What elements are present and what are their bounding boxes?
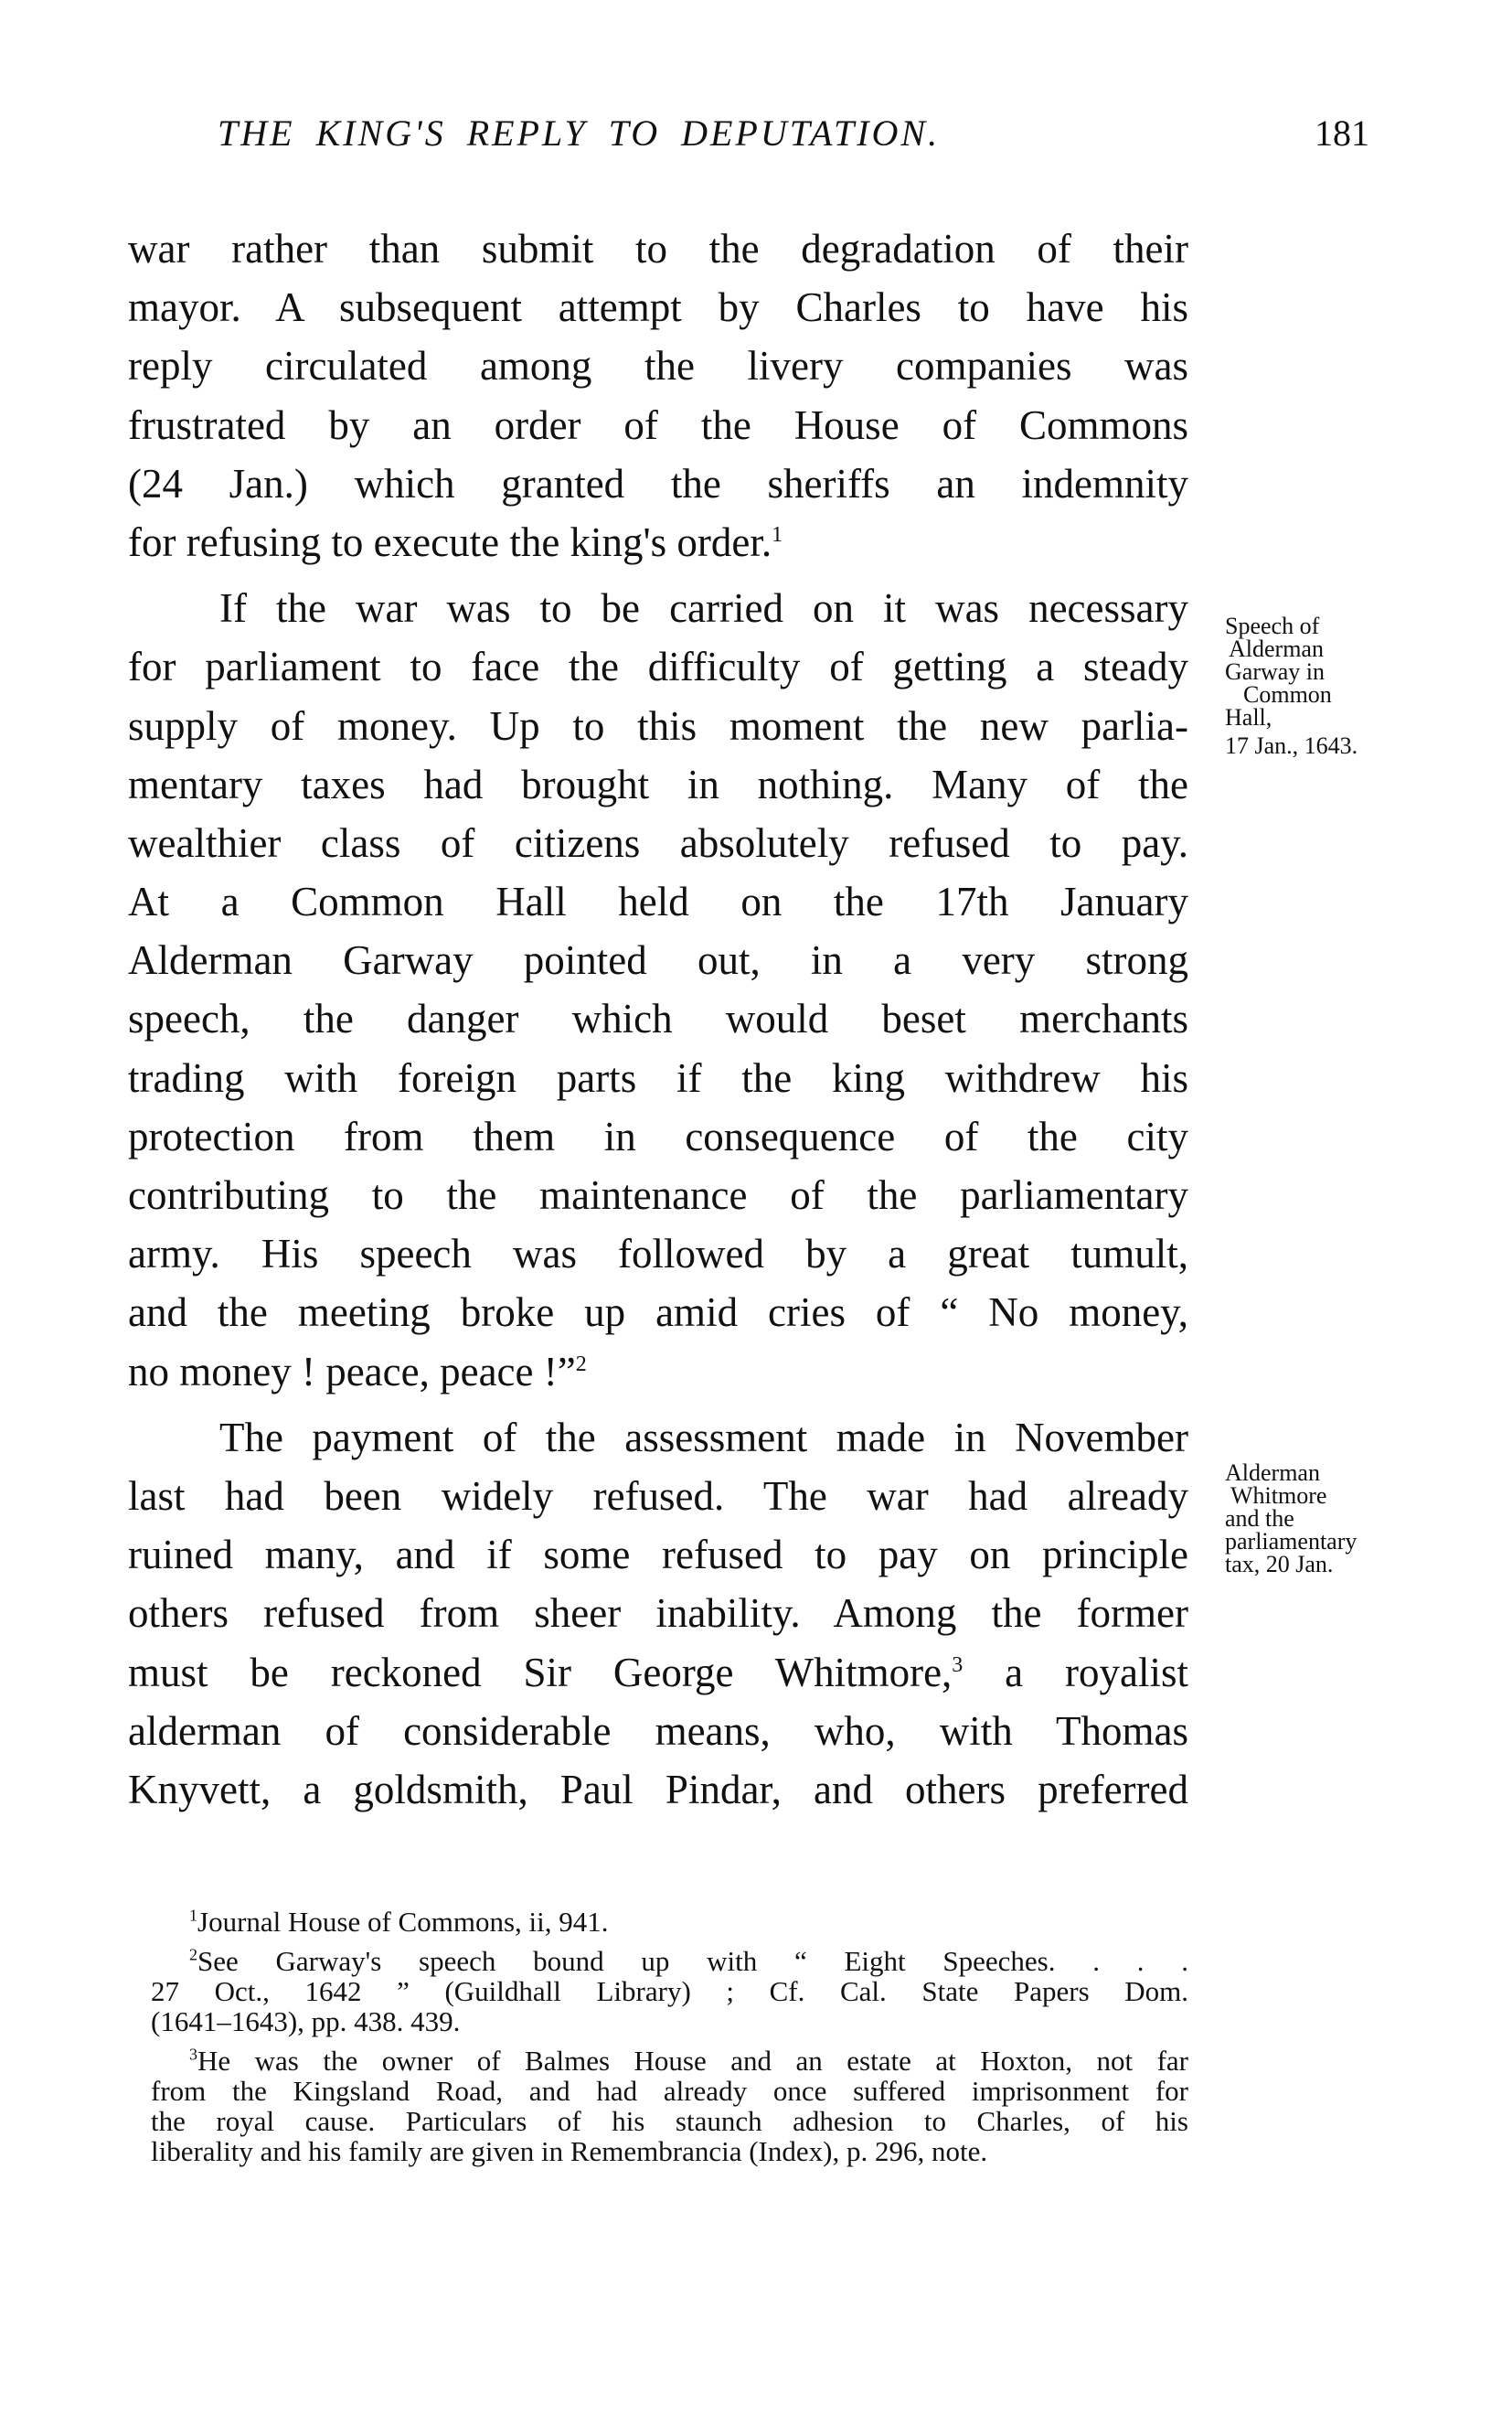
footnote-ref[interactable]: 1 xyxy=(772,522,783,547)
footnote-ref[interactable]: 3 xyxy=(952,1652,964,1677)
text-line: Knyvett, a goldsmith, Paul Pindar, and others preferred xyxy=(128,1766,1188,1812)
margin-note-line: Alderman xyxy=(1229,636,1324,662)
text-line: At a Common Hall held on the 17th January xyxy=(128,879,1188,925)
text-line: speech, the danger which would beset merchants xyxy=(128,996,1188,1042)
paragraph xyxy=(128,579,1188,1401)
text-line: The payment of the assessment made in November xyxy=(219,1414,1188,1460)
body-text xyxy=(128,219,1188,1819)
margin-note-line: Whitmore xyxy=(1230,1482,1327,1509)
paragraph xyxy=(128,219,1188,572)
footnote-ref[interactable]: 2 xyxy=(575,1352,587,1376)
footnote-line: (1641–1643), pp. 438. 439. xyxy=(151,2005,461,2037)
text-span: See Garway's speech bound up with “ Eight Speeches. . . . xyxy=(197,1945,1188,1977)
footnote xyxy=(151,2046,1188,2166)
text-line xyxy=(128,1643,1188,1702)
footnote-marker: 2 xyxy=(189,1945,197,1964)
text-line: supply of money. Up to this moment the new parlia- xyxy=(128,702,1188,749)
text-line: last had been widely refused. The war had already xyxy=(128,1472,1188,1519)
text-line: army. His speech was followed by a great tumult, xyxy=(128,1231,1188,1277)
text-span: must be reckoned Sir George Whitmore, xyxy=(128,1649,953,1695)
margin-note-line: Hall, xyxy=(1225,704,1272,731)
text-line: alderman of considerable means, who, with Thomas xyxy=(128,1707,1188,1754)
text-span: for refusing to execute the king's order. xyxy=(128,518,772,565)
text-line: Alderman Garway pointed out, in a very strong xyxy=(128,937,1188,984)
text-line: protection from them in consequence of the city xyxy=(128,1113,1188,1159)
margin-note xyxy=(1225,614,1499,757)
page-number: 181 xyxy=(1315,112,1369,154)
paragraph-gap xyxy=(128,1401,1188,1408)
text-line: for parliament to face the difficulty of getting a steady xyxy=(128,644,1188,690)
text-line: war rather than submit to the degradation of their xyxy=(128,226,1188,272)
text-line: (24 Jan.) which granted the sheriffs an indemnity xyxy=(128,460,1188,507)
margin-note-line: tax, 20 Jan. xyxy=(1225,1551,1334,1577)
text-line: others refused from sheer inability. Among the former xyxy=(128,1590,1188,1637)
footnote-line xyxy=(151,2046,1188,2076)
text-line: contributing to the maintenance of the parliamentary xyxy=(128,1172,1188,1218)
footnote-line xyxy=(151,1907,1188,1937)
margin-note-line: and the xyxy=(1225,1505,1294,1532)
text-line: frustrated by an order of the House of Commons xyxy=(128,401,1188,448)
footnote-line: from the Kingsland Road, and had already once suffered imprisonment for xyxy=(151,2075,1188,2107)
margin-note-line: Alderman xyxy=(1225,1459,1320,1486)
margin-note-line: Common xyxy=(1243,681,1332,708)
text-line: and the meeting broke up amid cries of “ No money, xyxy=(128,1289,1188,1336)
text-line: reply circulated among the livery companies was xyxy=(128,343,1188,390)
running-title: THE KING'S REPLY TO DEPUTATION. xyxy=(218,112,941,154)
text-span: He was the owner of Balmes House and an estate at Hoxton, not far xyxy=(197,2045,1188,2077)
text-line xyxy=(128,1342,1188,1401)
text-line: If the war was to be carried on it was necessary xyxy=(219,585,1188,632)
text-span: no money ! peace, peace !” xyxy=(128,1348,576,1395)
text-line: wealthier class of citizens absolutely refused to pay. xyxy=(128,819,1188,866)
margin-note-line: 17 Jan., 1643. xyxy=(1225,732,1358,759)
text-line xyxy=(128,513,1188,572)
paragraph-gap xyxy=(128,572,1188,579)
text-line: mentary taxes had brought in nothing. Many of the xyxy=(128,761,1188,807)
margin-note-line: Speech of xyxy=(1225,613,1320,639)
text-span: a royalist xyxy=(963,1649,1189,1695)
margin-note-line: Garway in xyxy=(1225,658,1326,685)
footnotes xyxy=(151,1907,1188,2175)
footnote xyxy=(151,1946,1188,2036)
footnote-marker: 1 xyxy=(189,1906,197,1925)
text-line: trading with foreign parts if the king withdrew his xyxy=(128,1054,1188,1101)
footnote-marker: 3 xyxy=(189,2045,197,2064)
text-line: mayor. A subsequent attempt by Charles to have his xyxy=(128,284,1188,331)
footnote-line: the royal cause. Particulars of his staunch adhesion to Charles, of his xyxy=(151,2105,1188,2137)
text-span: Journal House of Commons, ii, 941. xyxy=(197,1906,609,1938)
margin-note-line: parliamentary xyxy=(1225,1528,1358,1555)
footnote-line: liberality and his family are given in Remembrancia (Index), p. 296, note. xyxy=(151,2135,988,2167)
text-line: ruined many, and if some refused to pay on principle xyxy=(128,1532,1188,1578)
footnote-line: 27 Oct., 1642 ” (Guildhall Library) ; Cf. Cal. State Papers Dom. xyxy=(151,1975,1188,2007)
paragraph xyxy=(128,1408,1188,1819)
running-head xyxy=(218,112,1369,166)
margin-note xyxy=(1225,1461,1499,1576)
footnote xyxy=(151,1907,1188,1937)
footnote-line xyxy=(151,1946,1188,1976)
